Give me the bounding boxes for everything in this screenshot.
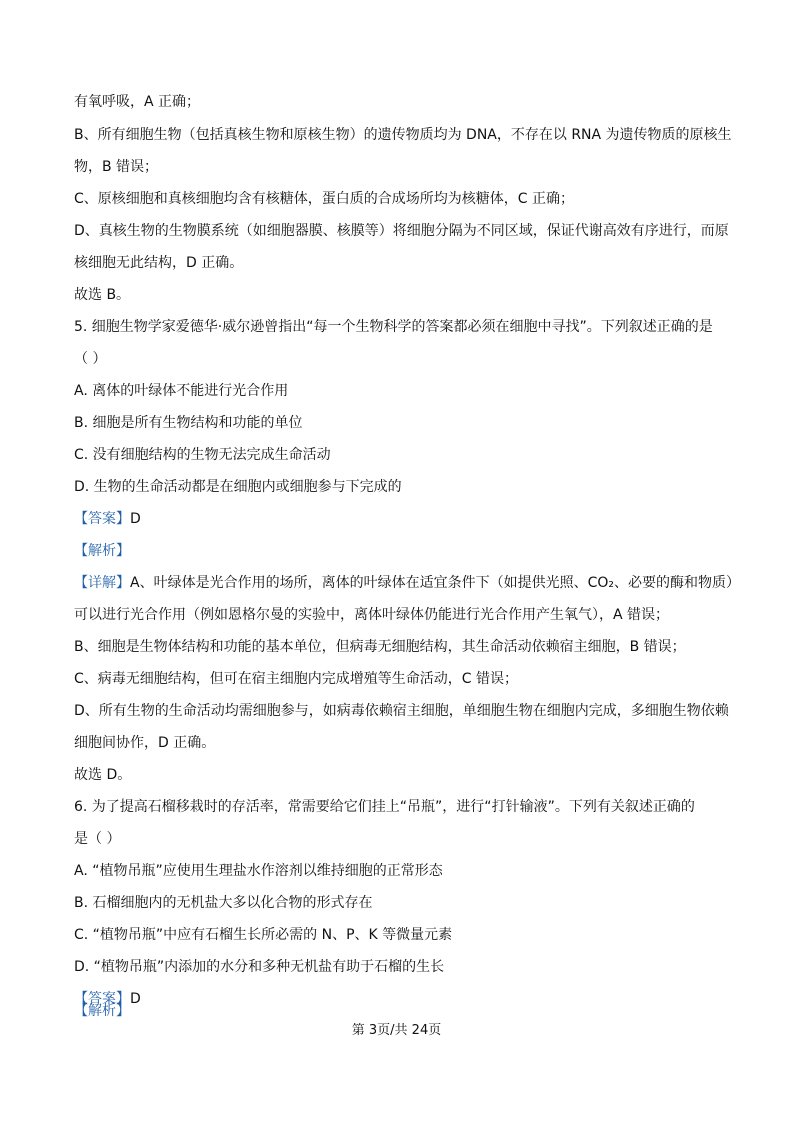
text-line: D、所有生物的生命活动均需细胞参与，如病毒依赖宿主细胞，单细胞生物在细胞内完成，多细胞生物依赖 [74, 703, 729, 719]
question-5-stem: 5. 细胞生物学家爱德华·威尔逊曾指出“每一个生物科学的答案都必须在细胞中寻找”。下列叙述正确的是 [74, 319, 713, 335]
answer-blank: （ ） [74, 351, 107, 367]
text-line: 有氧呼吸，A 正确； [74, 94, 201, 110]
text-line: 物，B 错误； [74, 159, 159, 175]
answer-line: 【答案】D [74, 511, 141, 527]
option-a: A. 离体的叶绿体不能进行光合作用 [74, 383, 289, 399]
text-line: 细胞间协作，D 正确。 [74, 735, 216, 751]
text-line: 故选 B。 [74, 287, 131, 303]
text-line: D、真核生物的生物膜系统（如细胞器膜、核膜等）将细胞分隔为不同区域，保证代谢高效有序进行，而原 [74, 223, 729, 239]
question-6-stem: 6. 为了提高石榴移栽时的存活率，常需要给它们挂上“吊瓶”，进行“打针输液”。下列有关叙述正确的 [74, 799, 695, 815]
explanation-line: 【详解】A、叶绿体是光合作用的场所，离体的叶绿体在适宜条件下（如提供光照、CO₂、必要的酶和物质） [74, 575, 740, 591]
text-line: B、所有细胞生物（包括真核生物和原核生物）的遗传物质均为 DNA，不存在以 RNA 为遗传物质的原核生 [74, 127, 732, 143]
analysis-label: 【解析】 [74, 543, 130, 559]
detail-label: 【详解】 [74, 575, 130, 591]
option-c: C. 没有细胞结构的生物无法完成生命活动 [74, 447, 331, 463]
option-d: D. “植物吊瓶”内添加的水分和多种无机盐有助于石榴的生长 [74, 959, 445, 975]
answer-label: 【答案】 [74, 511, 130, 527]
text-line: C、病毒无细胞结构，但可在宿主细胞内完成增殖等生命活动，C 错误； [74, 671, 518, 687]
answer-label: 【答案】 [74, 991, 130, 1007]
analysis-heading [74, 1002, 130, 1020]
answer-line: 【答案】D [74, 991, 141, 1007]
option-d: D. 生物的生命活动都是在细胞内或细胞参与下完成的 [74, 479, 402, 495]
option-a: A. “植物吊瓶”应使用生理盐水作溶剂以维持细胞的正常形态 [74, 863, 443, 879]
option-b: B. 细胞是所有生物结构和功能的单位 [74, 415, 303, 431]
option-b: B. 石榴细胞内的无机盐大多以化合物的形式存在 [74, 895, 373, 911]
text-line: B、细胞是生物体结构和功能的基本单位，但病毒无细胞结构，其生命活动依赖宿主细胞，B 错误； [74, 639, 686, 655]
page-footer: 第 3页/共 24页 [351, 1023, 442, 1038]
analysis-label: 【解析】 [74, 1003, 130, 1019]
text-line: 是（ ） [74, 831, 121, 847]
analysis-heading [74, 542, 130, 560]
text-line: 故选 D。 [74, 767, 132, 783]
text-line: C、原核细胞和真核细胞均含有核糖体，蛋白质的合成场所均为核糖体，C 正确； [74, 191, 574, 207]
option-c: C. “植物吊瓶”中应有石榴生长所必需的 N、P、K 等微量元素 [74, 927, 453, 943]
text-line: 可以进行光合作用（例如恩格尔曼的实验中，离体叶绿体仍能进行光合作用产生氧气），A 错误； [74, 607, 670, 623]
text-line: 核细胞无此结构，D 正确。 [74, 255, 244, 271]
